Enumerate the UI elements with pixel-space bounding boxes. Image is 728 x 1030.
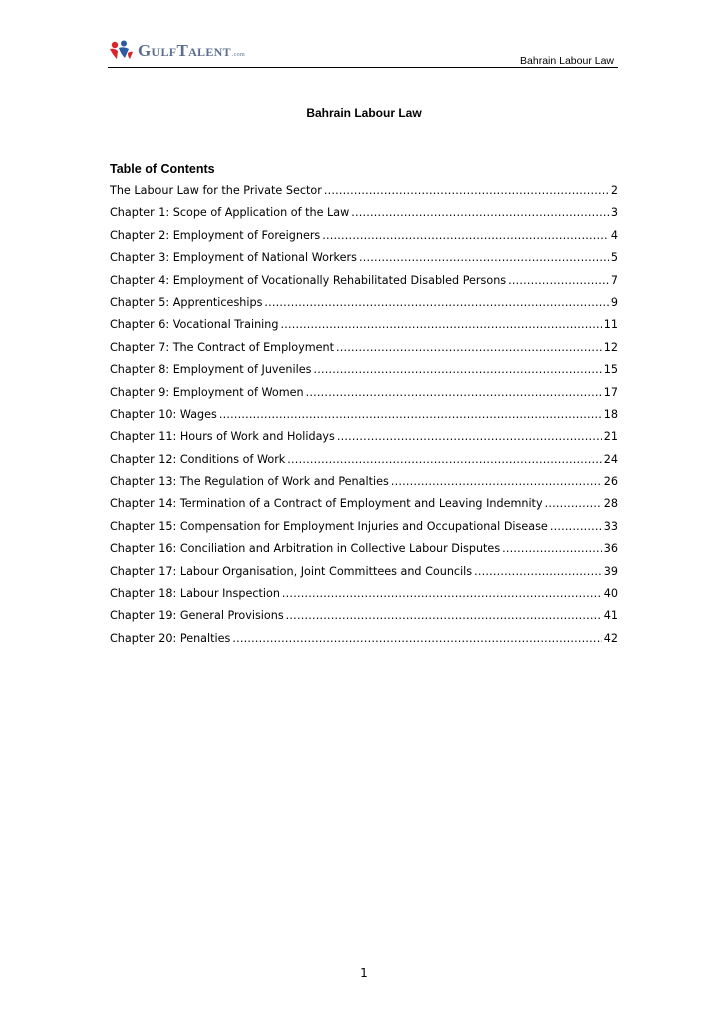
- toc-entry[interactable]: [110, 408, 618, 430]
- header-divider: [108, 67, 618, 68]
- toc-entry-title: Chapter 2: Employment of Foreigners: [110, 228, 321, 242]
- toc-dot-leader: [508, 274, 609, 287]
- toc-entry[interactable]: [110, 632, 618, 654]
- toc-dot-leader: [282, 587, 602, 600]
- toc-entry-page: 12: [603, 340, 618, 354]
- toc-entry[interactable]: [110, 363, 618, 385]
- toc-entry-title: Chapter 6: Vocational Training: [110, 318, 279, 332]
- document-title: Bahrain Labour Law: [306, 106, 422, 120]
- toc-entry-title: Chapter 9: Employment of Women: [110, 385, 304, 399]
- toc-entry-page: 26: [603, 475, 618, 489]
- toc-entry-page: 7: [610, 273, 618, 287]
- toc-entry-page: 18: [603, 407, 618, 421]
- toc-entry-title: Chapter 16: Conciliation and Arbitration in Collective Labour Disputes: [110, 542, 501, 556]
- toc-entry-page: 21: [603, 430, 618, 444]
- gulftalent-logo-icon: [108, 39, 134, 63]
- toc-dot-leader: [287, 453, 601, 466]
- toc-entry-title: Chapter 3: Employment of National Workers: [110, 251, 357, 265]
- toc-entry-page: 4: [610, 228, 618, 242]
- toc-dot-leader: [545, 497, 602, 510]
- toc-entry-page: 3: [610, 206, 618, 220]
- toc-entry-page: 36: [603, 542, 618, 556]
- table-of-contents: [110, 184, 618, 654]
- toc-entry[interactable]: [110, 341, 618, 363]
- toc-entry-title: Chapter 8: Employment of Juveniles: [110, 363, 312, 377]
- page-number: 1: [360, 966, 368, 980]
- toc-dot-leader: [286, 609, 602, 622]
- toc-entry-page: 11: [603, 318, 618, 332]
- toc-entry[interactable]: [110, 229, 618, 251]
- toc-entry-page: 24: [603, 452, 618, 466]
- toc-entry-title: Chapter 13: The Regulation of Work and Penalties: [110, 475, 389, 489]
- toc-entry-title: Chapter 20: Penalties: [110, 631, 231, 645]
- toc-entry[interactable]: [110, 296, 618, 318]
- toc-entry-title: Chapter 17: Labour Organisation, Joint Committees and Councils: [110, 564, 473, 578]
- toc-entry-page: 41: [603, 609, 618, 623]
- toc-dot-leader: [264, 296, 608, 309]
- toc-dot-leader: [324, 184, 609, 197]
- toc-entry-title: Chapter 15: Compensation for Employment Injuries and Occupational Disease: [110, 519, 548, 533]
- toc-entry-page: 39: [603, 564, 618, 578]
- toc-entry[interactable]: [110, 251, 618, 273]
- toc-entry-title: Chapter 10: Wages: [110, 407, 217, 421]
- toc-entry-title: Chapter 1: Scope of Application of the Law: [110, 206, 350, 220]
- toc-entry-title: Chapter 11: Hours of Work and Holidays: [110, 430, 335, 444]
- toc-entry[interactable]: [110, 587, 618, 609]
- page-header: [108, 38, 618, 68]
- toc-entry[interactable]: [110, 318, 618, 340]
- toc-entry[interactable]: [110, 184, 618, 206]
- toc-dot-leader: [359, 251, 609, 264]
- toc-entry-title: Chapter 19: General Provisions: [110, 609, 284, 623]
- toc-dot-leader: [474, 565, 602, 578]
- toc-entry-page: 28: [603, 497, 618, 511]
- toc-entry[interactable]: [110, 475, 618, 497]
- toc-dot-leader: [336, 341, 602, 354]
- toc-entry[interactable]: [110, 520, 618, 542]
- toc-dot-leader: [351, 206, 609, 219]
- toc-entry[interactable]: [110, 565, 618, 587]
- toc-dot-leader: [322, 229, 609, 242]
- toc-entry-page: 15: [603, 363, 618, 377]
- toc-dot-leader: [313, 363, 601, 376]
- toc-entry[interactable]: [110, 453, 618, 475]
- toc-entry-title: Chapter 5: Apprenticeships: [110, 295, 263, 309]
- running-header-title: Bahrain Labour Law: [520, 55, 614, 67]
- toc-entry-title: The Labour Law for the Private Sector: [110, 184, 322, 197]
- toc-entry-page: 40: [603, 587, 618, 601]
- toc-entry-title: Chapter 18: Labour Inspection: [110, 587, 280, 601]
- toc-entry-title: Chapter 4: Employment of Vocationally Rehabilitated Disabled Persons: [110, 273, 507, 287]
- toc-dot-leader: [306, 386, 602, 399]
- toc-entry-page: 2: [610, 184, 618, 197]
- toc-entry-page: 17: [603, 385, 618, 399]
- toc-dot-leader: [232, 632, 601, 645]
- toc-entry-title: Chapter 14: Termination of a Contract of Employment and Leaving Indemnity: [110, 497, 543, 511]
- logo-wordmark: GULFTALENT.com: [138, 41, 245, 60]
- toc-entry-page: 33: [603, 519, 618, 533]
- toc-dot-leader: [280, 318, 601, 331]
- toc-entry[interactable]: [110, 542, 618, 564]
- toc-entry-page: 42: [603, 631, 618, 645]
- gulftalent-logo: [108, 38, 245, 64]
- toc-entry-title: Chapter 12: Conditions of Work: [110, 452, 286, 466]
- toc-entry-title: Chapter 7: The Contract of Employment: [110, 340, 335, 354]
- toc-entry[interactable]: [110, 386, 618, 408]
- toc-dot-leader: [391, 475, 602, 488]
- toc-entry[interactable]: [110, 206, 618, 228]
- toc-dot-leader: [337, 430, 602, 443]
- toc-entry[interactable]: [110, 609, 618, 631]
- toc-entry-page: 5: [610, 251, 618, 265]
- toc-dot-leader: [502, 542, 602, 555]
- toc-dot-leader: [219, 408, 602, 421]
- toc-heading: Table of Contents: [110, 162, 215, 176]
- toc-entry[interactable]: [110, 497, 618, 519]
- toc-dot-leader: [550, 520, 602, 533]
- toc-entry-page: 9: [610, 295, 618, 309]
- toc-entry[interactable]: [110, 430, 618, 452]
- toc-entry[interactable]: [110, 274, 618, 296]
